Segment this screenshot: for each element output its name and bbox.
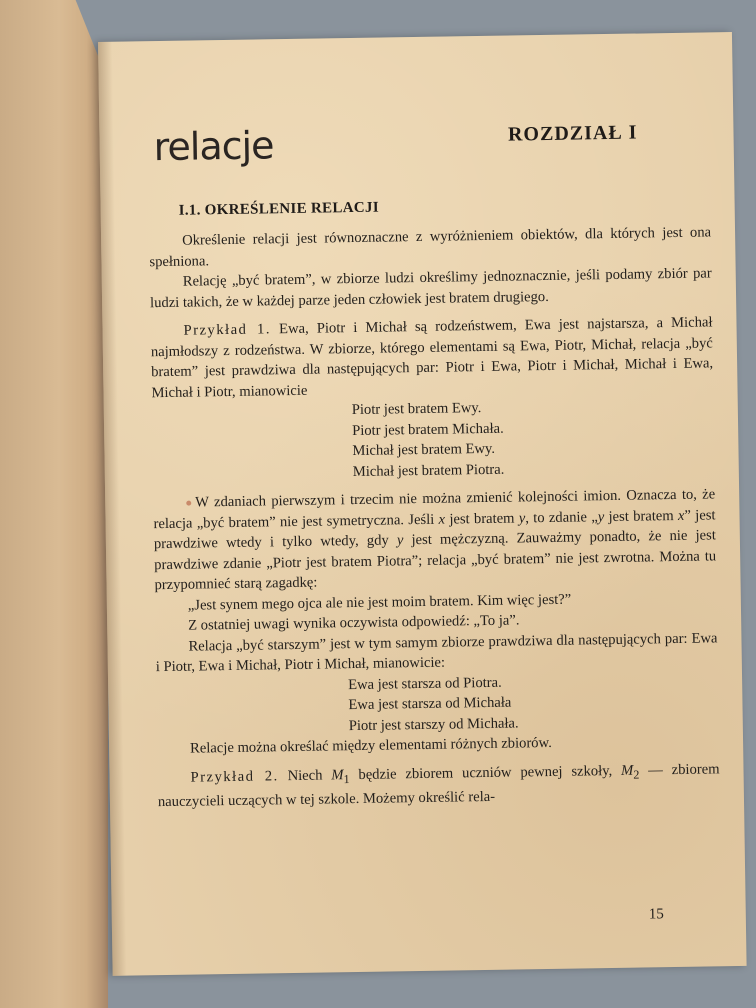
list1-item: Piotr jest bratem Michała.	[352, 420, 504, 439]
page-body	[149, 222, 720, 812]
page-number: 15	[648, 906, 664, 923]
example-2-label: Przykład 2.	[190, 767, 279, 786]
book-page	[98, 32, 747, 976]
example-1	[150, 312, 713, 403]
paragraph-3: W zdaniach pierwszym i trzecim nie można zmienić kolejności imion. Oznacza to, że relacja „być bratem” nie jest symetryczna. Jeśli x jest bratem y, to zdanie „y jest bratem x” jest prawdziwe wtedy i tylko wtedy, gdy y jest mężczyzną. Zauważmy ponadto, że nie jest prawdziwe zdanie „Piotr jest bratem Piotra”; relacja „być bratem” nie jest zwrotna. Można tu przypomnieć starą zagadkę:	[153, 486, 717, 594]
list1-item: Michał jest bratem Ewy.	[352, 440, 496, 460]
list1-item: Michał jest bratem Piotra.	[352, 461, 505, 480]
list1-item: Piotr jest bratem Ewy.	[351, 400, 482, 419]
example-1-text: Ewa, Piotr i Michał są rodzeństwem, Ewa jest najstarsza, a Michał najmłodszy z rodzeństwa. W zbiorze, którego elementami są Ewa, Piotr, Michał, relacja „być bratem” jest prawdziwa dla następujących par: Piotr i Ewa, Piotr i Michał, Michał i Ewa, Michał i Piotr, mianowicie	[150, 314, 714, 401]
list2-item: Piotr jest starszy od Michała.	[348, 714, 519, 734]
example-1-label: Przykład 1.	[183, 321, 272, 339]
list2-item: Ewa jest starsza od Piotra.	[347, 674, 502, 693]
chapter-heading: ROZDZIAŁ I	[507, 121, 638, 146]
riddle: „Jest synem mego ojca ale nie jest moim bratem. Kim więc jest?”	[187, 591, 572, 614]
paragraph-4: Relacja „być starszym” jest w tym samym zbiorze prawdziwa dla następujących par: Ewa i Piotr, Ewa i Michał, Piotr i Michał, mianowicie:	[155, 629, 718, 676]
paragraph-2: Relację „być bratem”, w zbiorze ludzi określimy jednoznacznie, jeśli podamy zbiór par ludzi takich, że w każdej parze jeden człowiek jest bratem drugiego.	[149, 265, 712, 311]
example-2: Przykład 2. Niech $M_1$ będzie zbiorem uczniów pewnej szkoły, $M_2$ — zbiorem nauczycieli uczących w tej szkole. Możemy określić rela-	[157, 760, 720, 811]
list2-item: Ewa jest starsza od Michała	[348, 694, 512, 714]
margin-dot-mark	[186, 501, 191, 506]
riddle-answer: Z ostatniej uwagi wynika oczywista odpowiedź: „To ja”.	[188, 612, 520, 634]
left-page-edge	[0, 0, 108, 1008]
section-title: I.1. OKREŚLENIE RELACJI	[178, 199, 380, 219]
paragraph-1: Określenie relacji jest równoznaczne z wyróżnieniem obiektów, dla których jest ona spełniona.	[149, 224, 712, 270]
paragraph-5: Relacje można określać między elementami różnych zbiorów.	[189, 734, 552, 757]
running-header-word: relacje	[153, 123, 274, 170]
